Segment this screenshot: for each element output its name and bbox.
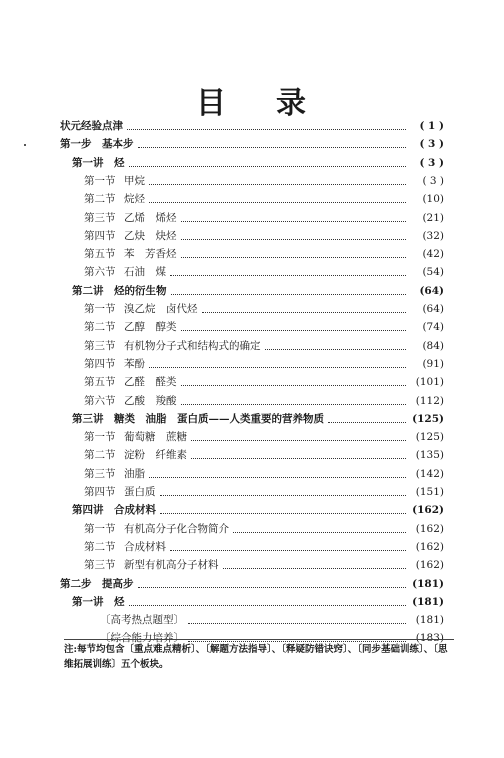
toc-entry[interactable] bbox=[84, 539, 444, 555]
dot-leader bbox=[265, 348, 407, 350]
toc-entry[interactable] bbox=[84, 319, 444, 335]
page-number: (151) bbox=[415, 486, 444, 498]
dot-leader bbox=[181, 384, 407, 386]
section-number: 第五节 bbox=[84, 376, 116, 389]
dot-leader bbox=[233, 531, 406, 533]
entry-title: 苯 芳香烃 bbox=[124, 248, 177, 261]
page-number: (54) bbox=[422, 266, 444, 279]
entry-title: 第二步 提高步 bbox=[60, 577, 134, 590]
toc-title bbox=[0, 78, 504, 122]
dot-leader bbox=[138, 146, 407, 148]
page-number: (162) bbox=[415, 559, 444, 572]
dot-leader bbox=[160, 494, 407, 496]
entry-title: 第一步 基本步 bbox=[60, 138, 134, 151]
section-number: 第二节 bbox=[84, 321, 116, 334]
footnote: 注:每节均包含〔重点难点精析〕、〔解题方法指导〕、〔释疑防错诀窍〕、〔同步基础训练〕、〔思维拓展训练〕五个板块。 bbox=[64, 639, 454, 672]
toc-entry[interactable] bbox=[72, 411, 444, 427]
section-number: 第一节 bbox=[84, 522, 116, 535]
page-number: (10) bbox=[422, 193, 444, 206]
title-char-2: 录 bbox=[276, 86, 308, 121]
page-number: ( 3 ) bbox=[422, 174, 444, 187]
toc-entry[interactable] bbox=[84, 264, 444, 280]
dot-leader bbox=[181, 256, 407, 258]
section-number: 第一节 bbox=[84, 174, 116, 187]
stray-mark bbox=[24, 144, 26, 146]
page-number: (32) bbox=[422, 229, 444, 242]
entry-title: 有机物分子式和结构式的确定 bbox=[124, 339, 261, 352]
entry-title: 第二讲 烃的衍生物 bbox=[72, 284, 167, 297]
section-number: 第三节 bbox=[84, 467, 116, 480]
page-number: (21) bbox=[422, 211, 444, 224]
section-number: 第二节 bbox=[84, 193, 116, 206]
page-number: (64) bbox=[422, 303, 444, 315]
toc-entry[interactable] bbox=[84, 356, 444, 372]
dot-leader bbox=[191, 457, 406, 459]
toc-entry[interactable] bbox=[60, 576, 444, 592]
entry-title: 甲烷 bbox=[124, 174, 145, 187]
page-number: (181) bbox=[415, 614, 444, 627]
toc-entry[interactable] bbox=[60, 118, 444, 134]
dot-leader bbox=[129, 165, 407, 167]
entry-title: 乙烯 烯烃 bbox=[124, 211, 177, 224]
title-char-1: 目 bbox=[196, 86, 228, 121]
page-number: (142) bbox=[415, 467, 444, 480]
toc-entry[interactable] bbox=[60, 136, 444, 152]
section-number: 第三节 bbox=[84, 339, 116, 352]
section-number: 第三节 bbox=[84, 211, 116, 224]
page-number: ( 3 ) bbox=[419, 156, 444, 169]
page-number: (125) bbox=[412, 412, 444, 425]
entry-title: 乙炔 炔烃 bbox=[124, 229, 177, 242]
entry-title: 第四讲 合成材料 bbox=[72, 504, 156, 517]
section-number: 第五节 bbox=[84, 248, 116, 261]
dot-leader bbox=[181, 220, 407, 222]
toc-entry[interactable] bbox=[84, 374, 444, 390]
dot-leader bbox=[223, 567, 407, 569]
dot-leader bbox=[149, 183, 406, 185]
entry-title: 溴乙烷 卤代烃 bbox=[124, 303, 198, 315]
entry-title: 烷烃 bbox=[124, 193, 145, 206]
section-number: 第二节 bbox=[84, 540, 116, 553]
page-number: (91) bbox=[422, 357, 444, 370]
entry-title: 新型有机高分子材料 bbox=[124, 559, 219, 572]
dot-leader bbox=[129, 604, 407, 606]
toc-entry[interactable] bbox=[84, 191, 444, 207]
dot-leader bbox=[181, 238, 407, 240]
entry-title: 蛋白质 bbox=[124, 486, 156, 498]
toc-entry[interactable] bbox=[84, 301, 444, 317]
toc-entry[interactable] bbox=[100, 612, 444, 628]
page-number: (42) bbox=[422, 248, 444, 261]
section-number: 第一节 bbox=[84, 303, 116, 315]
page-number: (112) bbox=[415, 394, 444, 407]
section-number: 第六节 bbox=[84, 266, 116, 279]
entry-title: 乙酸 羧酸 bbox=[124, 394, 177, 407]
page-number: (162) bbox=[415, 522, 444, 535]
toc-entry[interactable] bbox=[84, 338, 444, 354]
page-number: (74) bbox=[422, 321, 444, 334]
dot-leader bbox=[170, 549, 406, 551]
toc-entry[interactable] bbox=[72, 502, 444, 518]
entry-title: 乙醛 醛类 bbox=[124, 376, 177, 389]
section-number: 第四节 bbox=[84, 229, 116, 242]
entry-title: 〔综合能力培养〕 bbox=[100, 632, 184, 645]
entry-title: 第一讲 烃 bbox=[72, 156, 125, 169]
entry-title: 第一讲 烃 bbox=[72, 595, 125, 608]
entry-title: 〔高考热点题型〕 bbox=[100, 614, 184, 627]
dot-leader bbox=[328, 421, 406, 423]
dot-leader bbox=[149, 366, 406, 368]
entry-title: 第三讲 糖类 油脂 蛋白质——人类重要的营养物质 bbox=[72, 412, 324, 425]
dot-leader bbox=[171, 293, 407, 295]
toc-entry[interactable] bbox=[84, 246, 444, 262]
page-number: (181) bbox=[412, 595, 444, 608]
page-number: ( 3 ) bbox=[419, 138, 444, 151]
page-number: (162) bbox=[415, 540, 444, 553]
page-number: (162) bbox=[412, 504, 444, 517]
toc-entry[interactable] bbox=[72, 594, 444, 610]
page-number: (183) bbox=[415, 632, 444, 645]
toc-entry[interactable] bbox=[72, 155, 444, 171]
page-number: (135) bbox=[415, 449, 444, 462]
entry-title: 淀粉 纤维素 bbox=[124, 449, 187, 462]
toc-entry[interactable] bbox=[84, 484, 444, 500]
entry-title: 石油 煤 bbox=[124, 266, 166, 279]
toc-entry[interactable] bbox=[84, 447, 444, 463]
entry-title: 合成材料 bbox=[124, 540, 166, 553]
entry-title: 有机高分子化合物简介 bbox=[124, 522, 229, 535]
entry-title: 状元经验点津 bbox=[60, 120, 123, 132]
section-number: 第四节 bbox=[84, 357, 116, 370]
dot-leader bbox=[149, 201, 406, 203]
dot-leader bbox=[170, 274, 406, 276]
page-number: (181) bbox=[412, 577, 444, 590]
dot-leader bbox=[191, 439, 406, 441]
page-number: (101) bbox=[415, 376, 444, 389]
toc-entry[interactable] bbox=[84, 557, 444, 573]
page-number: (84) bbox=[422, 339, 444, 352]
dot-leader bbox=[149, 476, 406, 478]
toc-entry[interactable] bbox=[84, 429, 444, 445]
dot-leader bbox=[127, 128, 406, 130]
toc-entry[interactable] bbox=[84, 228, 444, 244]
page-number: ( 1 ) bbox=[419, 120, 444, 132]
toc-entry[interactable] bbox=[84, 393, 444, 409]
toc-entry[interactable] bbox=[84, 173, 444, 189]
dot-leader bbox=[202, 311, 407, 313]
dot-leader bbox=[181, 329, 407, 331]
section-number: 第六节 bbox=[84, 394, 116, 407]
entry-title: 乙醇 醇类 bbox=[124, 321, 177, 334]
toc-entry[interactable] bbox=[84, 210, 444, 226]
section-number: 第三节 bbox=[84, 559, 116, 572]
entry-title: 苯酚 bbox=[124, 357, 145, 370]
section-number: 第一节 bbox=[84, 431, 116, 444]
page-number: (64) bbox=[419, 284, 444, 297]
page-number: (125) bbox=[415, 431, 444, 444]
dot-leader bbox=[160, 512, 406, 514]
dot-leader bbox=[188, 622, 406, 624]
entry-title: 葡萄糖 蔗糖 bbox=[124, 431, 187, 444]
toc-entry[interactable] bbox=[84, 521, 444, 537]
dot-leader bbox=[138, 586, 407, 588]
toc-entry[interactable] bbox=[84, 466, 444, 482]
toc-entry[interactable] bbox=[72, 283, 444, 299]
section-number: 第二节 bbox=[84, 449, 116, 462]
entry-title: 油脂 bbox=[124, 467, 145, 480]
section-number: 第四节 bbox=[84, 486, 116, 498]
dot-leader bbox=[181, 403, 407, 405]
